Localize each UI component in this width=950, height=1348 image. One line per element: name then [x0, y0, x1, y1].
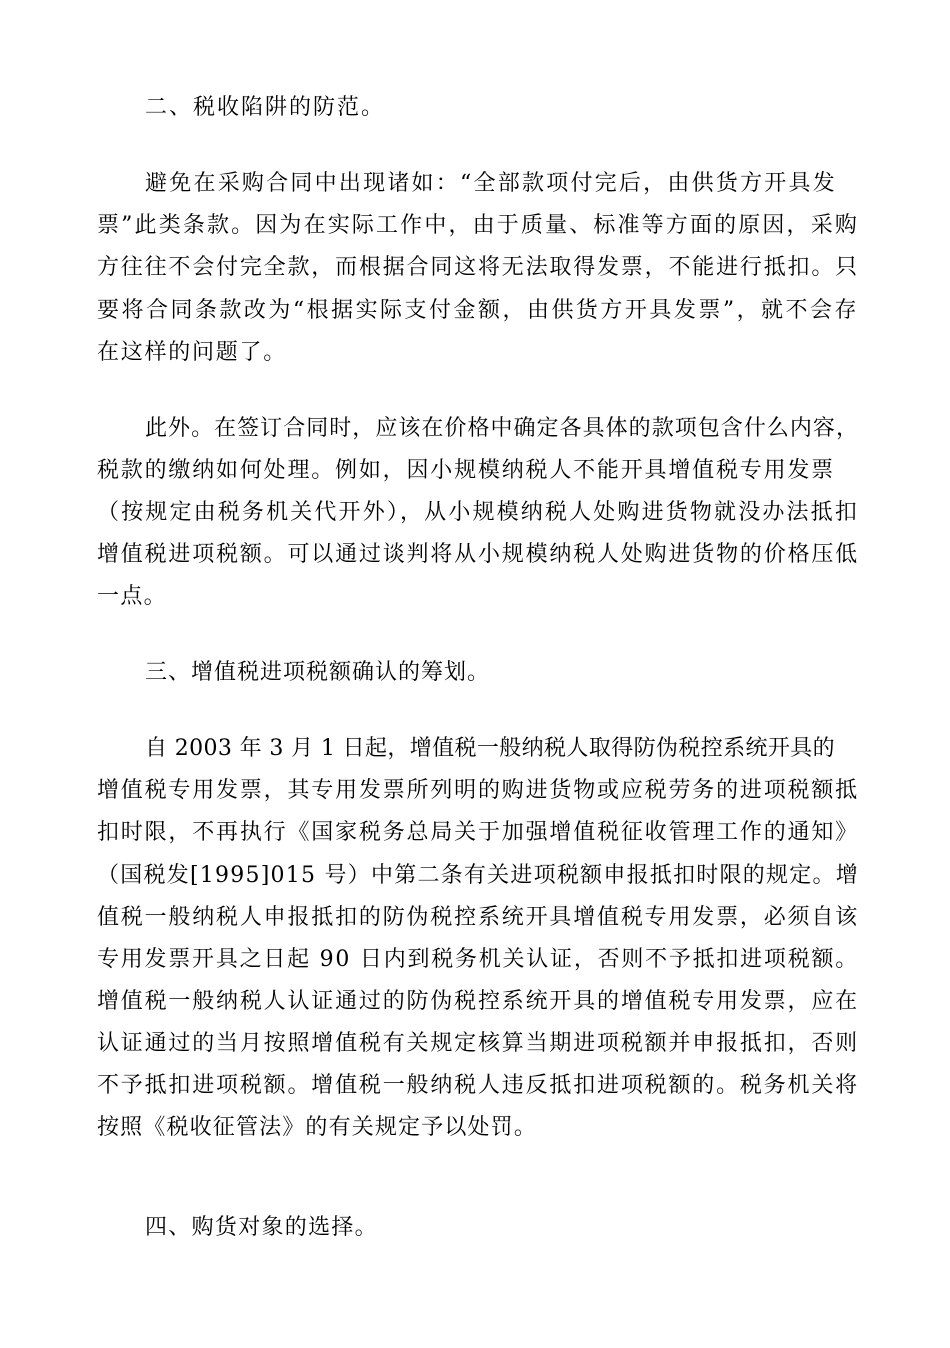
paragraph-line: 避免在采购合同中出现诸如：“全部款项付完后，由供货方开具发	[145, 171, 837, 196]
paragraph-line: 认证通过的当月按照增值税有关规定核算当期进项税额并申报抵扣，否则	[97, 1031, 859, 1056]
paragraph-line: 增值税专用发票，其专用发票所列明的购进货物或应税劳务的进项税额抵	[97, 778, 859, 803]
paragraph-line: 在这样的问题了。	[97, 340, 287, 365]
paragraph-line: （按规定由税务机关代开外），从小规模纳税人处购进货物就没办法抵扣	[97, 500, 859, 525]
paragraph-line: 专用发票开具之日起 90 日内到税务机关认证，否则不予抵扣进项税额。	[97, 947, 859, 972]
paragraph-line: 票”此类条款。因为在实际工作中，由于质量、标准等方面的原因，采购	[97, 213, 859, 238]
paragraph-line: 扣时限，不再执行《国家税务总局关于加强增值税征收管理工作的通知》	[97, 820, 859, 845]
paragraph-line: 自 2003 年 3 月 1 日起，增值税一般纳税人取得防伪税控系统开具的	[145, 736, 835, 761]
paragraph-line: 要将合同条款改为“根据实际支付金额，由供货方开具发票”，就不会存	[97, 298, 859, 323]
section-heading-4: 四、购货对象的选择。	[145, 1215, 378, 1240]
paragraph-line: 此外。在签订合同时，应该在价格中确定各具体的款项包含什么内容，	[145, 416, 859, 441]
paragraph-line: 不予抵扣进项税额。增值税一般纳税人违反抵扣进项税额的。税务机关将	[97, 1073, 859, 1098]
paragraph-line: 增值税进项税额。可以通过谈判将从小规模纳税人处购进货物的价格压低	[97, 542, 859, 567]
paragraph-line: 值税一般纳税人申报抵扣的防伪税控系统开具增值税专用发票，必须自该	[97, 905, 859, 930]
paragraph-line: 按照《税收征管法》的有关规定予以处罚。	[97, 1115, 537, 1140]
paragraph-line: （国税发[1995]015 号）中第二条有关进项税额申报抵扣时限的规定。增	[97, 863, 859, 888]
paragraph-line: 增值税一般纳税人认证通过的防伪税控系统开具的增值税专用发票，应在	[97, 989, 859, 1014]
paragraph-line: 税款的缴纳如何处理。例如，因小规模纳税人不能开具增值税专用发票	[97, 458, 835, 483]
paragraph-line: 方往往不会付完全款，而根据合同这将无法取得发票，不能进行抵扣。只	[97, 255, 859, 280]
section-heading-2: 二、税收陷阱的防范。	[145, 95, 385, 120]
paragraph-line: 一点。	[97, 584, 167, 609]
section-heading-3: 三、增值税进项税额确认的筹划。	[145, 660, 490, 685]
